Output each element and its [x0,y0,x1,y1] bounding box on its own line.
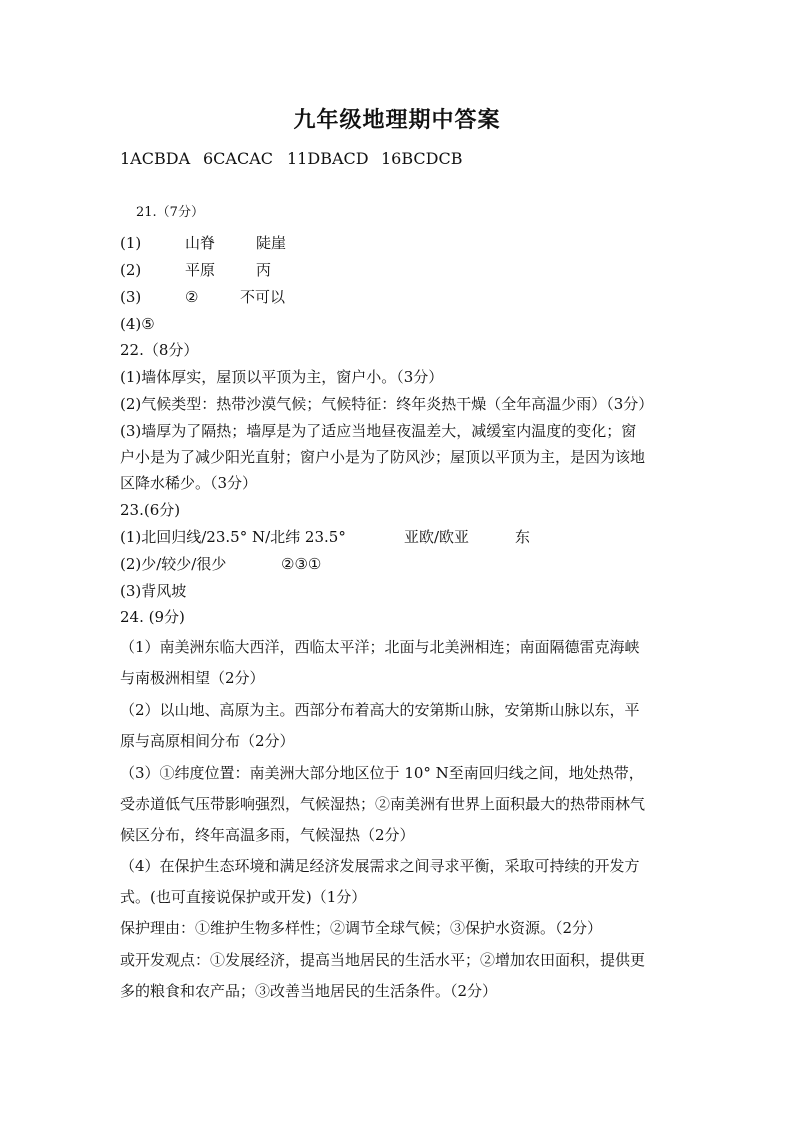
q24-part1-answer-line1: （1）南美洲东临大西洋，西临太平洋；北面与北美洲相连；南面隔德雷克海峡 [120,638,640,656]
mc-answers-1-5: 1ACBDA [120,149,191,168]
q23-part1-answer-a: (1)北回归线/23.5° N/北纬 23.5° [120,528,346,546]
q21-part4-answer: (4)⑤ [120,315,155,333]
q22-heading: 22.（8分） [120,341,199,359]
q24-development-views-line1: 或开发观点：①发展经济，提高当地居民的生活水平；②增加农田面积，提供更 [120,951,646,969]
q24-part2-answer-line2: 原与高原相间分布（2分） [120,732,295,750]
q21-part1-answer-a: 山脊 [185,234,216,252]
q23-part2-answer-b: ②③① [281,555,322,573]
q22-part3-answer-line1: (3)墙厚为了隔热；墙厚是为了适应当地昼夜温差大，减缓室内温度的变化；窗 [120,422,637,440]
q24-part2-answer-line1: （2）以山地、高原为主。西部分布着高大的安第斯山脉，安第斯山脉以东，平 [120,701,640,719]
q23-heading: 23.(6分) [120,501,181,519]
q23-part1-answer-c: 东 [515,528,531,546]
q24-part4-answer-line1: （4）在保护生态环境和满足经济发展需求之间寻求平衡，采取可持续的开发方 [120,857,640,875]
q21-part1-number: (1) [120,234,142,252]
q24-heading: 24. (9分) [120,608,185,626]
page-title: 九年级地理期中答案 [293,107,501,133]
q22-part3-answer-line3: 区降水稀少。（3分） [120,474,258,492]
mc-answers-16-20: 16BCDCB [381,149,463,168]
q21-part3-answer-b: 不可以 [240,288,286,306]
mc-answers-6-10: 6CACAC [203,149,274,168]
q24-part3-answer-line1: （3）①纬度位置：南美洲大部分地区位于 10° N至南回归线之间，地处热带， [120,764,644,782]
q21-part1-answer-b: 陡崖 [256,234,287,252]
q21-part3-answer-a: ② [185,288,199,306]
q23-part2-answer-a: (2)少/较少/很少 [120,555,227,573]
q21-part2-number: (2) [120,261,142,279]
q22-part2-answer: (2)气候类型：热带沙漠气候；气候特征：终年炎热干燥（全年高温少雨）（3分） [120,395,654,413]
q22-part1-answer: (1)墙体厚实，屋顶以平顶为主，窗户小。（3分） [120,368,444,386]
q21-part2-answer-b: 丙 [256,261,272,279]
q24-development-views-line2: 多的粮食和农产品；③改善当地居民的生活条件。（2分） [120,982,498,1000]
q24-protection-reasons: 保护理由：①维护生物多样性；②调节全球气候；③保护水资源。（2分） [120,919,603,937]
q24-part3-answer-line2: 受赤道低气压带影响强烈，气候湿热；②南美洲有世界上面积最大的热带雨林气 [120,795,646,813]
q22-part3-answer-line2: 户小是为了减少阳光直射；窗户小是为了防风沙；屋顶以平顶为主，是因为该地 [120,448,646,466]
q21-part3-number: (3) [120,288,142,306]
q24-part4-answer-line2: 式。(也可直接说保护或开发)（1分） [120,888,367,906]
q23-part1-answer-b: 亚欧/欧亚 [404,528,470,546]
mc-answers-11-15: 11DBACD [287,149,369,168]
q24-part1-answer-line2: 与南极洲相望（2分） [120,669,265,687]
q23-part3-answer: (3)背风坡 [120,582,187,600]
q21-heading: 21.（7分） [136,205,204,220]
q24-part3-answer-line3: 候区分布，终年高温多雨，气候湿热（2分） [120,826,415,844]
q21-part2-answer-a: 平原 [185,261,216,279]
